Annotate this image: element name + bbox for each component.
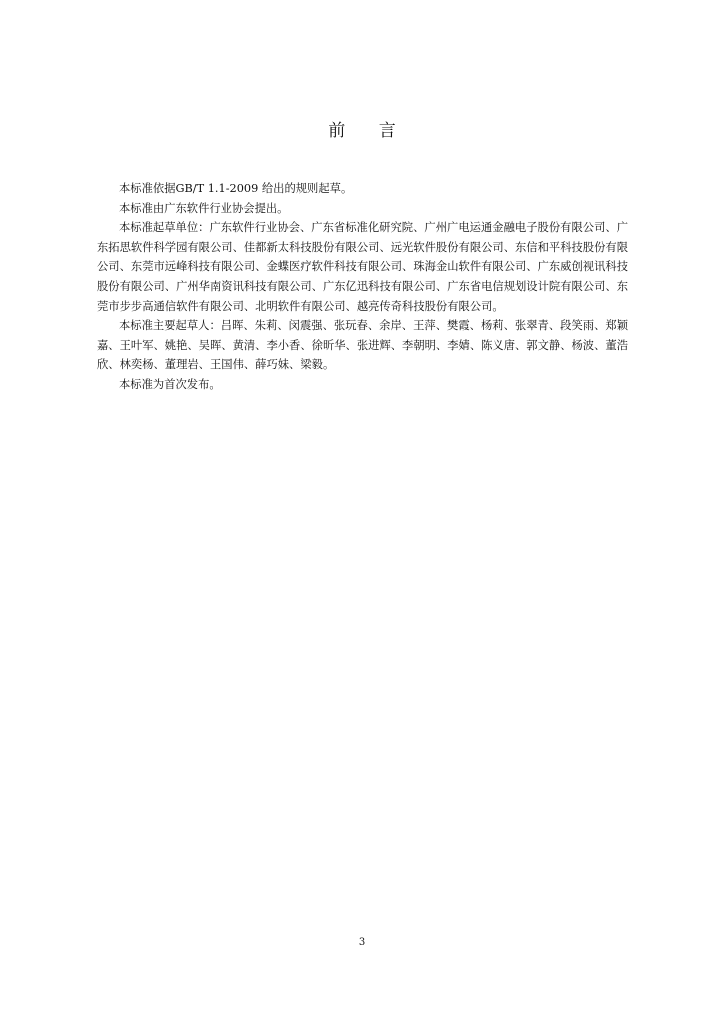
paragraph-first-release: 本标准为首次发布。: [119, 377, 221, 391]
paragraph-proposer: 本标准由广东软件行业协会提出。: [119, 201, 289, 215]
page-number: 3: [358, 937, 366, 948]
paragraph-drafting-units: 本标准起草单位：广东软件行业协会、广东省标准化研究院、广州广电运通金融电子股份有限公司、广东拓思软件科学园有限公司、佳都新太科技股份有限公司、远光软件股份有限公司、东信和平科技股份有限公司、东莞市远峰科技有限公司、金蝶医疗软件科技有限公司、珠海金山软件有限公司、广东威创视讯科技股份有限公司、广州华南资讯科技有限公司、广东亿迅科技有限公司、广东省电信规划设计院有限公司、东莞市步步高通信软件有限公司、北明软件有限公司、越亮传奇科技股份有限公司。: [97, 221, 628, 313]
foreword-body: [97, 179, 628, 395]
paragraph-drafting-rules: 本标准依据GB/T 1.1-2009 给出的规则起草。: [119, 182, 353, 195]
page-title: 前 言: [328, 121, 410, 141]
paragraph-drafters: 本标准主要起草人：吕晖、朱莉、闵震强、张玩春、余岸、王萍、樊霞、杨莉、张翠青、段笑雨、郑颖嘉、王叶军、姚艳、吴晖、黄清、李小香、徐昕华、张进辉、李朝明、李婧、陈义唐、郭文静、杨波、董浩欣、林奕杨、董理岩、王国伟、薛巧妹、梁毅。: [97, 319, 628, 372]
